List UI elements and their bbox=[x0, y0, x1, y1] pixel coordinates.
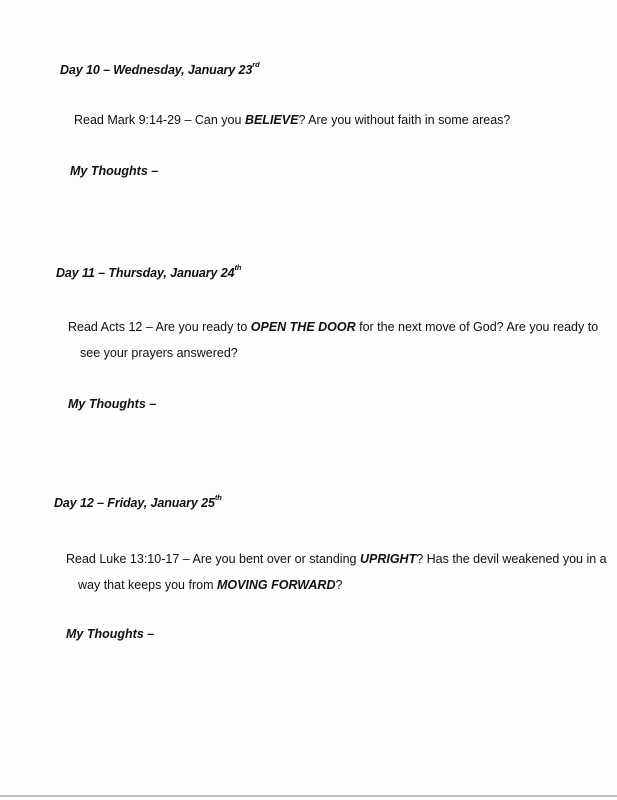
reading-text: Read Mark 9:14-29 – Can you bbox=[74, 113, 245, 127]
reading-text: Read Luke 13:10-17 – Are you bent over or standing bbox=[66, 552, 360, 566]
day-heading: Day 10 – Wednesday, January 23rd bbox=[60, 60, 260, 77]
my-thoughts-label: My Thoughts – bbox=[68, 397, 157, 411]
reading-line bbox=[66, 546, 607, 572]
emphasis-text: MOVING FORWARD bbox=[216, 578, 336, 592]
reading-text: for the next move of God? Are you ready to bbox=[355, 320, 599, 334]
reading-line bbox=[74, 107, 510, 133]
day-heading: Day 11 – Thursday, January 24th bbox=[56, 263, 242, 280]
reading-text: way that keeps you from bbox=[78, 578, 217, 592]
reading-prompt bbox=[66, 546, 607, 598]
day-heading: Day 12 – Friday, January 25th bbox=[54, 493, 222, 510]
my-thoughts-label: My Thoughts – bbox=[70, 164, 159, 178]
my-thoughts-label: My Thoughts – bbox=[66, 627, 155, 641]
reading-text: Read Acts 12 – Are you ready to bbox=[68, 320, 251, 334]
reading-text: ? bbox=[335, 578, 343, 592]
reading-line bbox=[66, 572, 607, 598]
reading-text: see your prayers answered? bbox=[80, 346, 238, 360]
emphasis-text: OPEN THE DOOR bbox=[250, 320, 356, 334]
page-bottom-edge bbox=[0, 795, 617, 797]
reading-line bbox=[68, 314, 598, 340]
reading-text: ? Are you without faith in some areas? bbox=[298, 113, 511, 127]
reading-prompt bbox=[68, 314, 598, 366]
emphasis-text: UPRIGHT bbox=[359, 552, 417, 566]
emphasis-text: BELIEVE bbox=[244, 113, 299, 127]
reading-prompt bbox=[74, 107, 510, 133]
reading-text: ? Has the devil weakened you in a bbox=[416, 552, 607, 566]
reading-line bbox=[68, 340, 598, 366]
